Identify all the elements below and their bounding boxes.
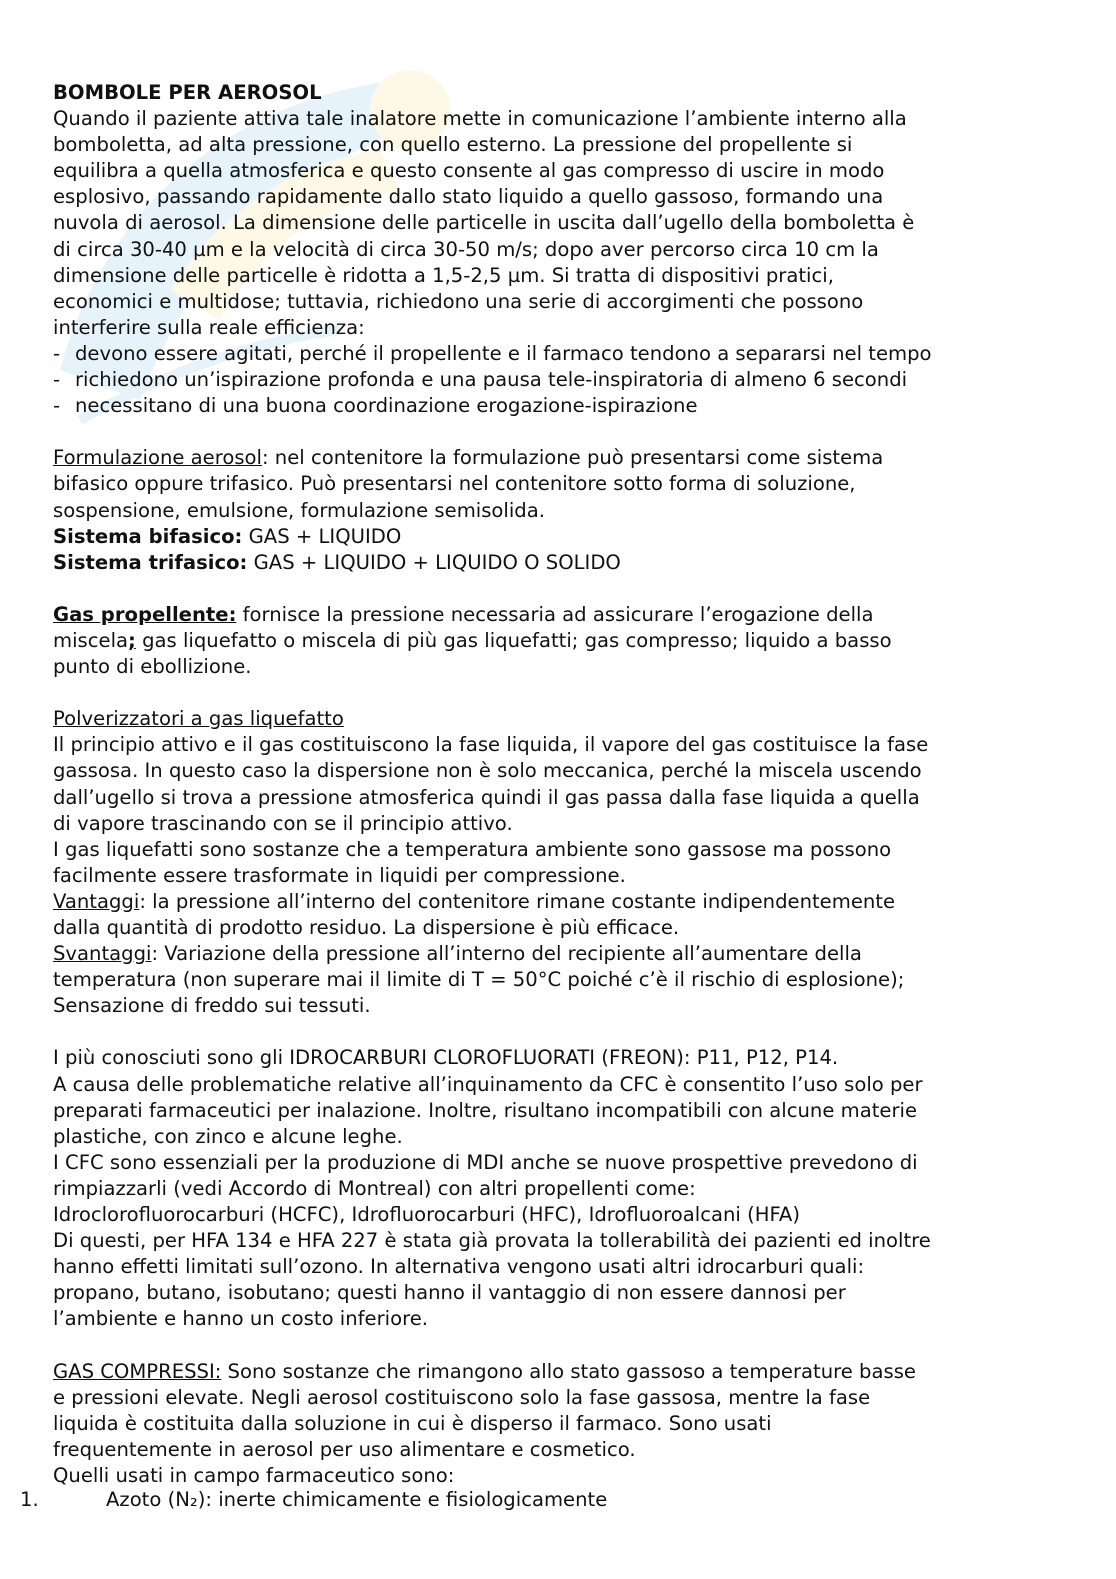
paragraph-text: Sono sostanze che rimangono allo stato gassoso a temperature basse — [221, 1359, 916, 1383]
list-item — [53, 341, 1063, 367]
paragraph-line: dimensione delle particelle è ridotta a 1,5-2,5 µm. Si tratta di dispositivi pratici, — [53, 263, 834, 287]
paragraph-line: I CFC sono essenziali per la produzione di MDI anche se nuove prospettive prevedono di — [53, 1150, 918, 1174]
paragraph-line: gassosa. In questo caso la dispersione non è solo meccanica, perché la miscela uscendo — [53, 759, 922, 783]
paragraph-line: A causa delle problematiche relative all’inquinamento da CFC è consentito l’uso solo per — [53, 1072, 923, 1096]
paragraph-line: bifasico oppure trifasico. Può presentarsi nel contenitore sotto forma di soluzione, — [53, 472, 856, 496]
sistema-bifasico-label: Sistema bifasico: — [53, 524, 243, 548]
paragraph-line: l’ambiente e hanno un costo inferiore. — [53, 1307, 428, 1331]
paragraph-line: facilmente essere trasformate in liquidi per compressione. — [53, 863, 626, 887]
paragraph-line: dall’ugello si trova a pressione atmosferica quindi il gas passa dalla fase liquida a quella — [53, 785, 920, 809]
paragraph-text: : Variazione della pressione all’interno del recipiente all’aumentare della — [151, 942, 862, 966]
document-heading: BOMBOLE PER AEROSOL — [53, 81, 322, 104]
semicolon: ; — [128, 628, 136, 652]
intro-paragraph — [53, 106, 1063, 341]
bullet-marker: - — [53, 394, 61, 418]
paragraph-line: punto di ebollizione. — [53, 655, 252, 679]
list-item — [53, 393, 1063, 419]
paragraph-line: Di questi, per HFA 134 e HFA 227 è stata già provata la tollerabilità dei pazienti ed inoltre — [53, 1229, 931, 1253]
sistema-bifasico — [53, 524, 1063, 550]
paragraph-line: hanno effetti limitati sull’ozono. In alternativa vengono usati altri idrocarburi quali: — [53, 1255, 865, 1279]
paragraph-line: nuvola di aerosol. La dimensione delle particelle in uscita dall’ugello della bomboletta è — [53, 211, 915, 235]
formulazione-paragraph — [53, 445, 1063, 523]
paragraph-line: liquida è costituita dalla soluzione in cui è disperso il farmaco. Sono usati — [53, 1411, 772, 1435]
sistema-bifasico-value: GAS + LIQUIDO — [242, 524, 402, 548]
spacer — [53, 576, 1063, 602]
cfc-paragraph — [53, 1045, 1063, 1332]
sistema-trifasico — [53, 550, 1063, 576]
paragraph-line: e pressioni elevate. Negli aerosol costituiscono solo la fase gassosa, mentre la fase — [53, 1385, 871, 1409]
paragraph-line: Sensazione di freddo sui tessuti. — [53, 994, 371, 1018]
bullet-list — [53, 341, 1063, 419]
paragraph-line: esplosivo, passando rapidamente dallo stato liquido a quello gassoso, formando una — [53, 185, 884, 209]
formulazione-label: Formulazione aerosol — [53, 446, 262, 470]
paragraph-text: : la pressione all’interno del contenitore rimane costante indipendentemente — [139, 889, 896, 913]
svantaggi-label: Svantaggi — [53, 942, 152, 966]
list-item-text: Azoto (N₂): inerte chimicamente e fisiologicamente — [106, 1488, 608, 1511]
numbered-list-item — [20, 1487, 1080, 1513]
gas-propellente-paragraph — [53, 602, 1063, 680]
spacer — [53, 1019, 1063, 1045]
spacer — [53, 680, 1063, 706]
list-item — [53, 367, 1063, 393]
gas-compressi-section — [53, 1359, 1063, 1489]
paragraph-line: Idroclorofluorocarburi (HCFC), Idrofluorocarburi (HFC), Idrofluoroalcani (HFA) — [53, 1203, 800, 1227]
paragraph-line: propano, butano, isobutano; questi hanno il vantaggio di non essere dannosi per — [53, 1281, 846, 1305]
paragraph-line: dalla quantità di prodotto residuo. La dispersione è più efficace. — [53, 916, 680, 939]
paragraph-line: economici e multidose; tuttavia, richiedono una serie di accorgimenti che possono — [53, 289, 864, 313]
paragraph-line: interferire sulla reale efficienza: — [53, 315, 365, 339]
paragraph-line: Il principio attivo e il gas costituiscono la fase liquida, il vapore del gas costituisce la fase — [53, 733, 929, 757]
paragraph-line: equilibra a quella atmosferica e questo consente al gas compresso di uscire in modo — [53, 159, 885, 183]
paragraph-line: di vapore trascinando con se il principio attivo. — [53, 811, 513, 835]
gas-compressi-label: GAS COMPRESSI: — [53, 1359, 222, 1383]
list-number: 1. — [20, 1488, 39, 1511]
paragraph-line: Quando il paziente attiva tale inalatore mette in comunicazione l’ambiente interno alla — [53, 107, 907, 131]
paragraph-line: di circa 30-40 µm e la velocità di circa 30-50 m/s; dopo aver percorso circa 10 cm la — [53, 237, 879, 261]
paragraph-line: plastiche, con zinco e alcune leghe. — [53, 1124, 403, 1148]
spacer — [53, 419, 1063, 445]
list-item-text: richiedono un’ispirazione profonda e una pausa tele-inspiratoria di almeno 6 secondi — [75, 368, 908, 392]
sistema-trifasico-value: GAS + LIQUIDO + LIQUIDO O SOLIDO — [247, 550, 621, 574]
paragraph-text: fornisce la pressione necessaria ad assicurare l’erogazione della — [236, 602, 874, 626]
paragraph-text: miscela — [53, 628, 129, 652]
list-item-text: necessitano di una buona coordinazione erogazione-ispirazione — [75, 394, 698, 418]
list-item-text: devono essere agitati, perché il propellente e il farmaco tendono a separarsi nel tempo — [75, 341, 932, 365]
spacer — [53, 1333, 1063, 1359]
paragraph-line: bomboletta, ad alta pressione, con quello esterno. La pressione del propellente si — [53, 133, 853, 157]
paragraph-line: sospensione, emulsione, formulazione semisolida. — [53, 498, 545, 522]
paragraph-text: : nel contenitore la formulazione può presentarsi come sistema — [261, 446, 884, 470]
paragraph-text: gas liquefatto o miscela di più gas liquefatti; gas compresso; liquido a basso — [135, 628, 892, 652]
paragraph-line: preparati farmaceutici per inalazione. Inoltre, risultano incompatibili con alcune materie — [53, 1098, 917, 1122]
paragraph-line: I gas liquefatti sono sostanze che a temperatura ambiente sono gassose ma possono — [53, 837, 892, 861]
paragraph-line: frequentemente in aerosol per uso alimentare e cosmetico. — [53, 1437, 636, 1461]
paragraph-line: temperatura (non superare mai il limite di T = 50°C poiché c’è il rischio di esplosione); — [53, 968, 905, 992]
document-body — [53, 80, 1063, 1489]
paragraph-line: rimpiazzarli (vedi Accordo di Montreal) con altri propellenti come: — [53, 1176, 696, 1200]
sistema-trifasico-label: Sistema trifasico: — [53, 550, 248, 574]
bullet-marker: - — [53, 368, 61, 392]
section-title: Polverizzatori a gas liquefatto — [53, 707, 344, 731]
polverizzatori-section — [53, 706, 1063, 1019]
vantaggi-label: Vantaggi — [53, 889, 140, 913]
bullet-marker: - — [53, 341, 61, 365]
paragraph-line: Quelli usati in campo farmaceutico sono: — [53, 1463, 455, 1487]
paragraph-line: I più conosciuti sono gli IDROCARBURI CLOROFLUORATI (FREON): P11, P12, P14. — [53, 1046, 839, 1070]
gas-propellente-label: Gas propellente: — [53, 602, 237, 626]
